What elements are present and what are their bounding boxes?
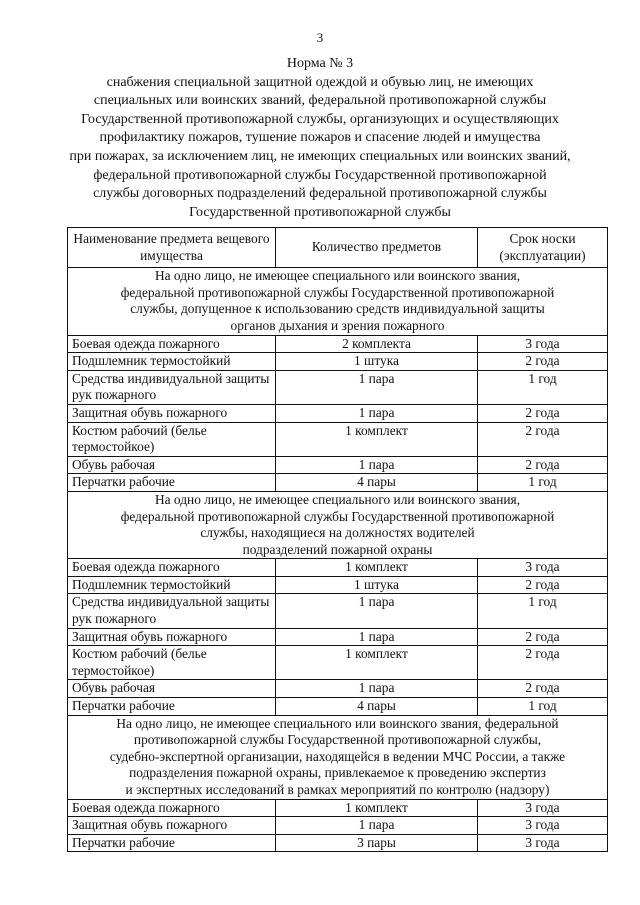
norm-title: Норма № 3 (286, 56, 354, 71)
item-name-cell: Защитная обувь пожарного (68, 628, 276, 646)
header-wear-term: Срок носки (эксплуатации) (478, 228, 608, 268)
quantity-cell: 1 комплект (276, 422, 478, 456)
item-name-cell: Подшлемник термостойкий (68, 353, 276, 371)
table-row (68, 404, 608, 422)
section-header-row (68, 491, 608, 558)
quantity-cell: 1 пара (276, 680, 478, 698)
quantity-cell: 4 пары (276, 698, 478, 716)
table-row (68, 680, 608, 698)
table-row (68, 628, 608, 646)
wear-term-cell: 1 год (478, 594, 608, 628)
wear-term-cell: 2 года (478, 456, 608, 474)
table-row (68, 474, 608, 492)
subtitle-line: службы договорных подразделений федеральной противопожарной службы (93, 186, 547, 202)
section-title-line: судебно-экспертной организации, находящейся в ведении МЧС России, а также (109, 748, 566, 764)
table-row (68, 559, 608, 577)
wear-term-cell: 1 год (478, 474, 608, 492)
subtitle-line: Государственной противопожарной службы (189, 204, 451, 220)
wear-term-cell: 2 года (478, 576, 608, 594)
item-name-cell: Костюм рабочий (белье термостойкое) (68, 422, 276, 456)
table-row (68, 576, 608, 594)
quantity-cell: 1 штука (276, 576, 478, 594)
quantity-cell: 1 штука (276, 353, 478, 371)
subtitle-line: профилактику пожаров, тушение пожаров и спасение людей и имущества (99, 130, 541, 146)
table-header-row (68, 228, 608, 268)
subtitle-line: снабжения специальной защитной одеждой и обувью лиц, не имеющих (106, 74, 534, 90)
section-title-line: службы, допущенное к использованию средств индивидуальной защиты (130, 301, 545, 317)
item-name-cell: Защитная обувь пожарного (68, 817, 276, 835)
norm-table (67, 227, 608, 852)
item-name-cell: Боевая одежда пожарного (68, 335, 276, 353)
section-title-line: подразделений пожарной охраны (242, 541, 433, 557)
item-name-cell: Боевая одежда пожарного (68, 559, 276, 577)
section-title (68, 491, 608, 558)
section-title-line: федеральной противопожарной службы Государственной противопожарной (120, 284, 555, 300)
wear-term-cell: 2 года (478, 646, 608, 680)
section-title-line: службы, находящиеся на должностях водителей (200, 525, 475, 541)
table-row (68, 817, 608, 835)
table-row (68, 698, 608, 716)
table-row (68, 353, 608, 371)
quantity-cell: 3 пары (276, 834, 478, 852)
table-row (68, 834, 608, 852)
item-name-cell: Перчатки рабочие (68, 834, 276, 852)
section-header-row (68, 268, 608, 335)
quantity-cell: 1 пара (276, 817, 478, 835)
subtitle-line: при пожарах, за исключением лиц, не имеющих специальных или воинских званий, (69, 148, 571, 164)
section-title (68, 715, 608, 799)
wear-term-cell: 1 год (478, 370, 608, 404)
wear-term-cell: 3 года (478, 834, 608, 852)
section-title-line: и экспертных исследований в рамках мероприятий по контролю (надзору) (125, 782, 550, 797)
wear-term-cell: 2 года (478, 422, 608, 456)
quantity-cell: 1 пара (276, 628, 478, 646)
section-title-line: На одно лицо, не имеющее специального или воинского звания, федеральной (116, 715, 559, 731)
wear-term-cell: 3 года (478, 817, 608, 835)
item-name-cell: Подшлемник термостойкий (68, 576, 276, 594)
item-name-cell: Средства индивидуальной защиты рук пожарного (68, 594, 276, 628)
header-item-name: Наименование предмета вещевого имущества (68, 228, 276, 268)
table-row (68, 370, 608, 404)
item-name-cell: Перчатки рабочие (68, 474, 276, 492)
quantity-cell: 1 комплект (276, 646, 478, 680)
item-name-cell: Обувь рабочая (68, 456, 276, 474)
quantity-cell: 1 комплект (276, 799, 478, 817)
section-title-line: федеральной противопожарной службы Государственной противопожарной (120, 508, 555, 524)
item-name-cell: Средства индивидуальной защиты рук пожарного (68, 370, 276, 404)
item-name-cell: Боевая одежда пожарного (68, 799, 276, 817)
wear-term-cell: 2 года (478, 628, 608, 646)
subtitle-line: федеральной противопожарной службы Государственной противопожарной (93, 167, 547, 183)
section-header-row (68, 715, 608, 799)
quantity-cell: 1 пара (276, 370, 478, 404)
header-quantity: Количество предметов (276, 228, 478, 268)
page-number: 3 (316, 30, 324, 45)
subtitle-line: специальных или воинских званий, федеральной противопожарной службы (93, 93, 547, 109)
quantity-cell: 4 пары (276, 474, 478, 492)
wear-term-cell: 3 года (478, 559, 608, 577)
item-name-cell: Защитная обувь пожарного (68, 404, 276, 422)
document-heading (55, 55, 585, 222)
wear-term-cell: 2 года (478, 680, 608, 698)
wear-term-cell: 3 года (478, 799, 608, 817)
section-title-line: противопожарной службы Государственной противопожарной службы, (133, 732, 542, 748)
wear-term-cell: 1 год (478, 698, 608, 716)
quantity-cell: 1 пара (276, 594, 478, 628)
section-title (68, 268, 608, 335)
table-row (68, 456, 608, 474)
item-name-cell: Перчатки рабочие (68, 698, 276, 716)
quantity-cell: 1 комплект (276, 559, 478, 577)
table-row (68, 646, 608, 680)
section-title-line: органов дыхания и зрения пожарного (230, 317, 445, 333)
section-title-line: подразделения пожарной охраны, привлекаемое к проведению экспертиз (129, 765, 546, 781)
item-name-cell: Костюм рабочий (белье термостойкое) (68, 646, 276, 680)
table-row (68, 335, 608, 353)
quantity-cell: 2 комплекта (276, 335, 478, 353)
quantity-cell: 1 пара (276, 404, 478, 422)
subtitle-line: Государственной противопожарной службы, организующих и осуществляющих (81, 111, 559, 127)
wear-term-cell: 2 года (478, 353, 608, 371)
section-title-line: На одно лицо, не имеющее специального или воинского звания, (154, 491, 521, 507)
section-title-line: На одно лицо, не имеющее специального или воинского звания, (154, 268, 521, 284)
table-row (68, 799, 608, 817)
table-row (68, 594, 608, 628)
wear-term-cell: 3 года (478, 335, 608, 353)
wear-term-cell: 2 года (478, 404, 608, 422)
quantity-cell: 1 пара (276, 456, 478, 474)
item-name-cell: Обувь рабочая (68, 680, 276, 698)
table-row (68, 422, 608, 456)
table-body (68, 268, 608, 852)
